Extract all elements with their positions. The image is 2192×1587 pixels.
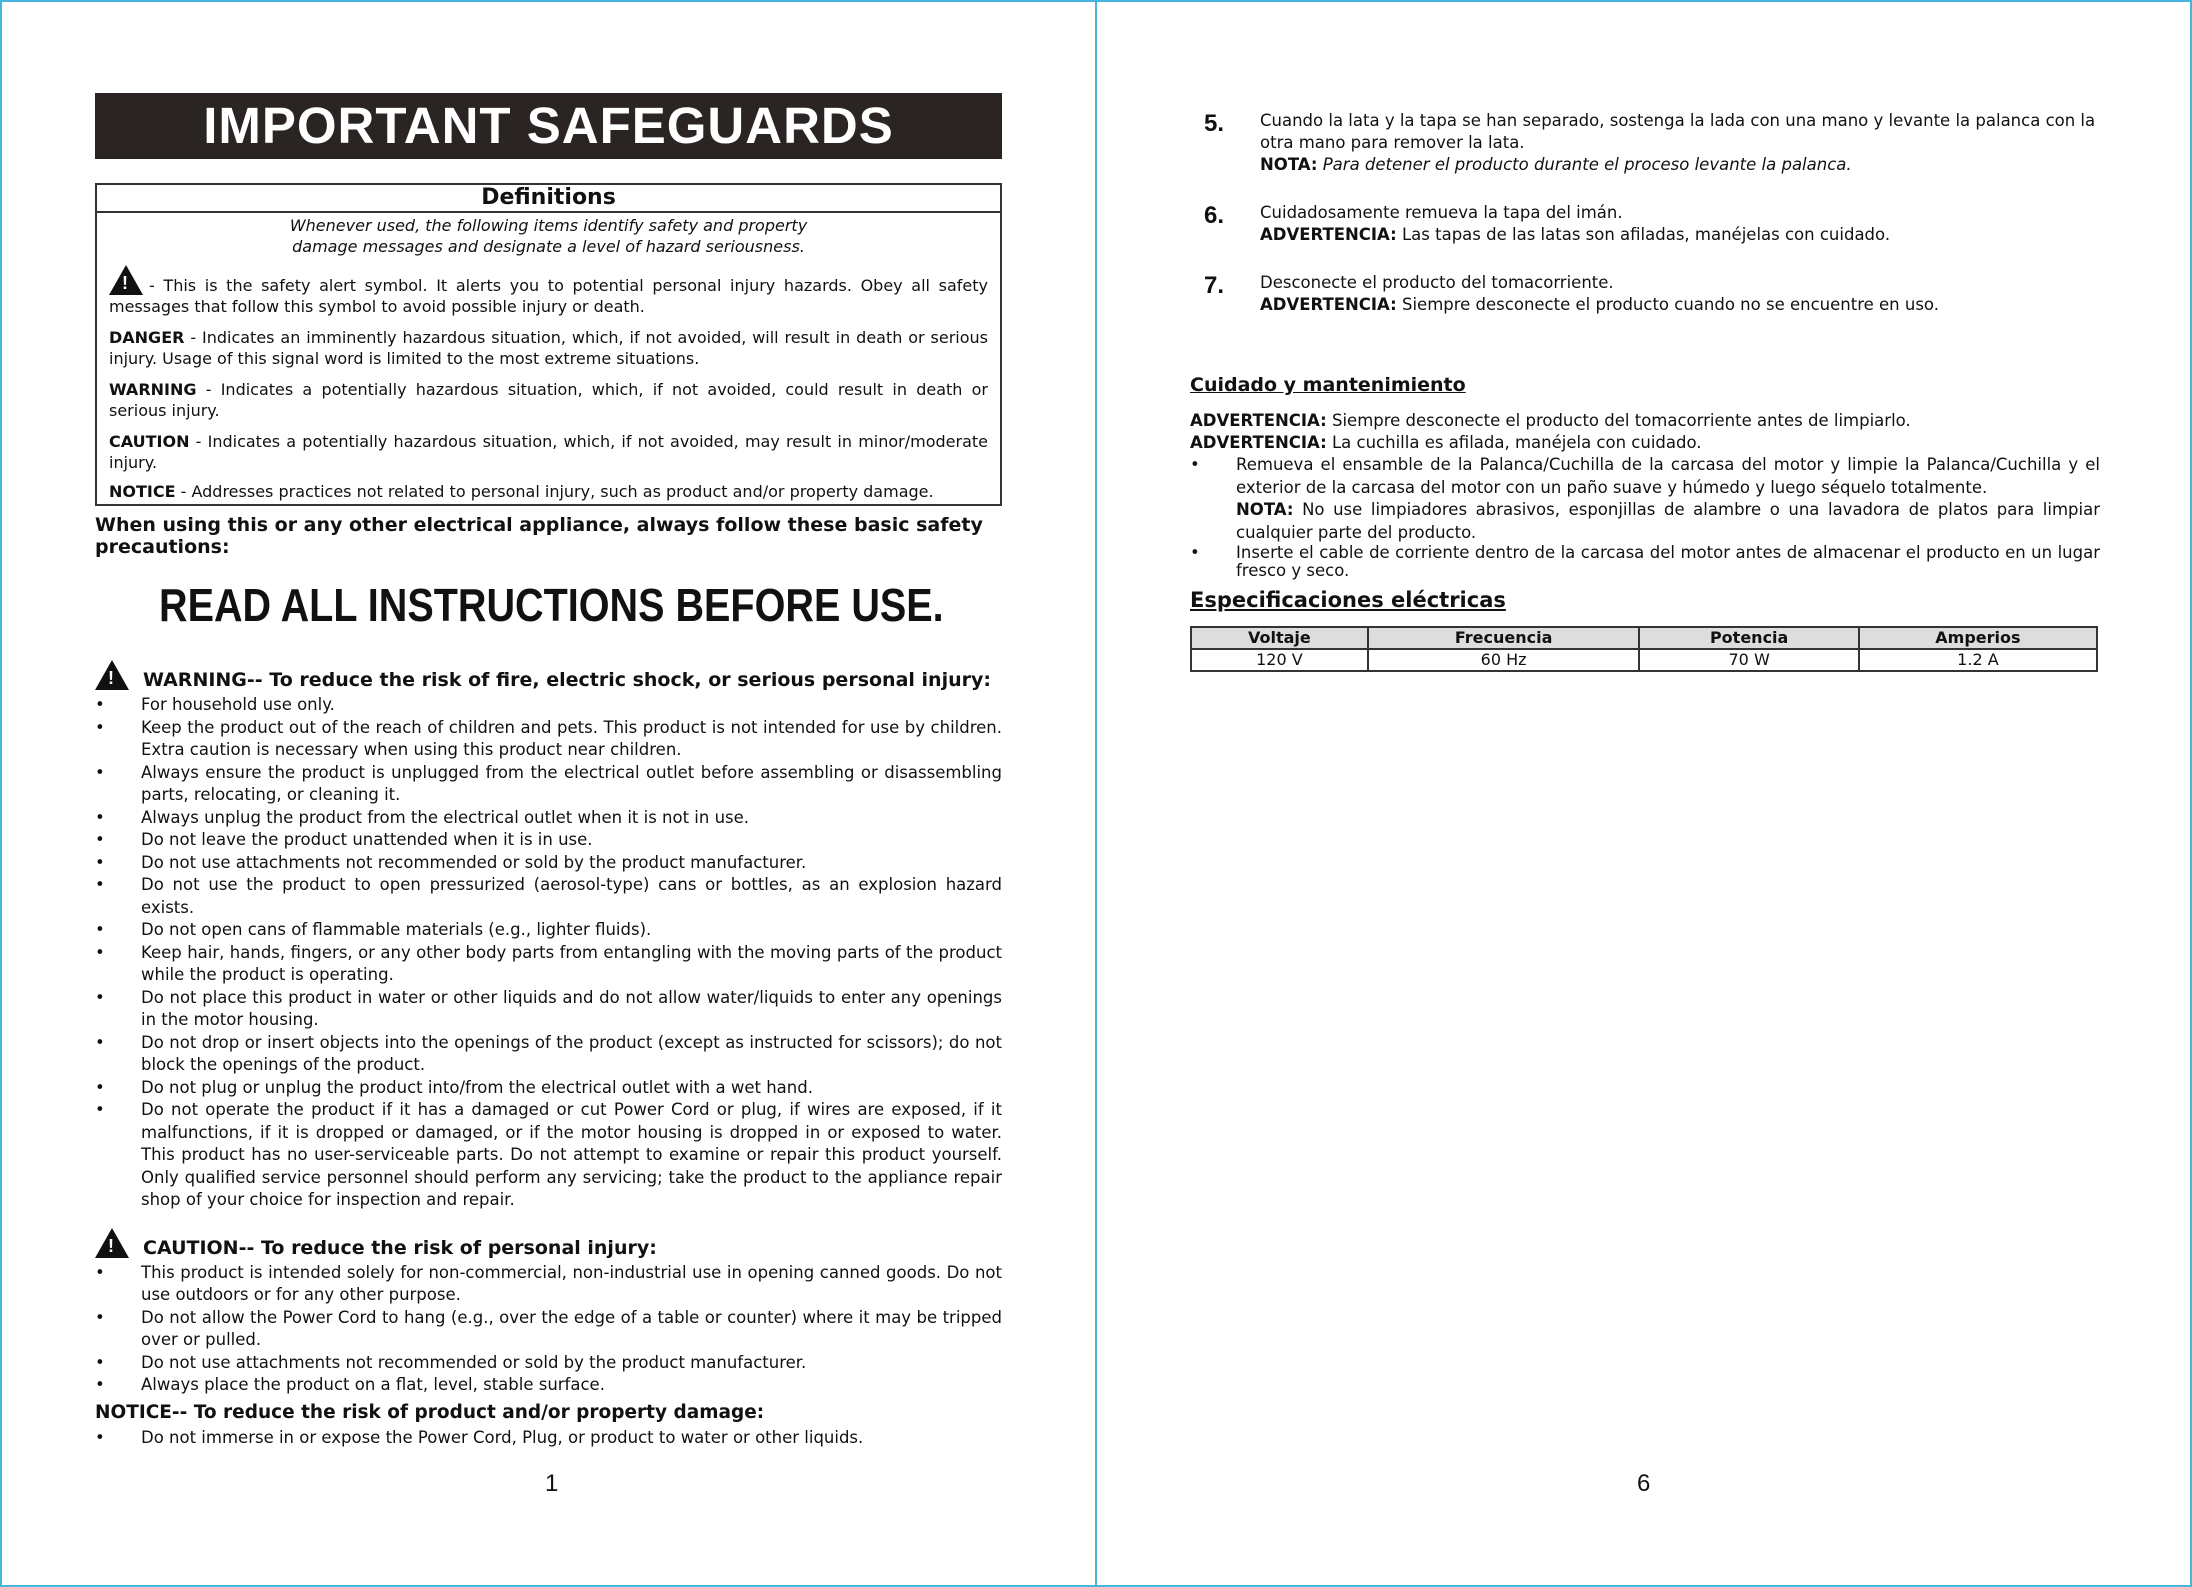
- warning-text: - Indicates a potentially hazardous situation, which, if not avoided, could result in death or serious injury.: [109, 380, 988, 420]
- step-note-text: Siempre desconecte el producto cuando no se encuentre en uso.: [1396, 295, 1939, 314]
- left-page: [95, 93, 1002, 1449]
- caution-heading: [95, 1228, 1002, 1262]
- step-5: [1190, 110, 2100, 176]
- care-item-1: [1190, 454, 2100, 544]
- warning-item: • Always ensure the product is unplugged from the electrical outlet before assembling or disassembling parts, relocating, or cleaning it.: [95, 762, 1002, 807]
- care-warning-1-label: ADVERTENCIA:: [1190, 411, 1327, 430]
- care-warning-2-label: ADVERTENCIA:: [1190, 433, 1327, 452]
- right-page: [1190, 110, 2100, 672]
- step-note-text: Para detener el producto durante el proceso levante la palanca.: [1317, 155, 1852, 174]
- notice-heading: NOTICE-- To reduce the risk of product and/or property damage:: [95, 1401, 765, 1423]
- warning-item: • Do not plug or unplug the product into/from the electrical outlet with a wet hand.: [95, 1077, 1002, 1100]
- step-text: Cuidadosamente remueva la tapa del imán.: [1260, 203, 1623, 222]
- step-7: [1190, 272, 2100, 316]
- spec-header-cell: Voltaje: [1191, 627, 1368, 649]
- care-item-1-note-label: NOTA:: [1236, 500, 1294, 519]
- definition-warning: [109, 379, 988, 421]
- step-number: 7.: [1204, 272, 1225, 299]
- notice-list: [95, 1427, 1002, 1450]
- step-body: [1260, 202, 2100, 246]
- spec-heading: Especificaciones eléctricas: [1190, 588, 1506, 612]
- care-warning-2: [1190, 432, 2100, 454]
- definition-caution: [109, 431, 988, 473]
- caution-item: • Do not allow the Power Cord to hang (e.g., over the edge of a table or counter) where it may be tripped over or pulled.: [95, 1307, 1002, 1352]
- definition-notice: [109, 481, 988, 502]
- caution-triangle-icon: [95, 1228, 129, 1258]
- step-body: [1260, 272, 2100, 316]
- warning-item: • Do not operate the product if it has a damaged or cut Power Cord or plug, if wires are exposed, if it malfunctions, if it is dropped or damaged, or if the motor housing is dropped in or exposed to water. This product has no user-serviceable parts. Do not attempt to examine or repair this product yourself. Only qualified service personnel should perform any servicing; take the product to the appliance repair shop of your choice for inspection and repair.: [95, 1099, 1002, 1212]
- step-6: [1190, 202, 2100, 246]
- warning-item: • Always unplug the product from the electrical outlet when it is not in use.: [95, 807, 1002, 830]
- warning-heading: [95, 660, 1002, 694]
- step-note: [1260, 224, 2100, 246]
- care-item-1-text: Remueva el ensamble de la Palanca/Cuchilla de la carcasa del motor y limpie la Palanca/Cuchilla y el exterior de la carcasa del motor con un paño suave y húmedo y luego séquelo totalmente.: [1236, 455, 2100, 497]
- care-list: [1190, 454, 2100, 580]
- step-note: [1260, 294, 2100, 316]
- step-number: 5.: [1204, 110, 1225, 137]
- spec-value-row: [1191, 649, 2097, 671]
- care-item-2: • Inserte el cable de corriente dentro de la carcasa del motor antes de almacenar el producto en un lugar fresco y seco.: [1190, 544, 2100, 580]
- spec-value-cell: 120 V: [1191, 649, 1368, 671]
- notice-text: - Addresses practices not related to personal injury, such as product and/or property damage.: [175, 482, 934, 501]
- step-number: 6.: [1204, 202, 1225, 229]
- read-all-instructions-text: READ ALL INSTRUCTIONS BEFORE USE.: [159, 579, 944, 631]
- spec-value-cell: 60 Hz: [1368, 649, 1640, 671]
- spec-table: [1190, 626, 2098, 672]
- definitions-box: [95, 183, 1002, 506]
- step-text: Desconecte el producto del tomacorriente.: [1260, 273, 1614, 292]
- caution-text: - Indicates a potentially hazardous situation, which, if not avoided, may result in minor/moderate injury.: [109, 432, 988, 472]
- warning-item: • Keep the product out of the reach of children and pets. This product is not intended for use by children. Extra caution is necessary when using this product near children.: [95, 717, 1002, 762]
- step-body: [1260, 110, 2100, 176]
- page-banner: IMPORTANT SAFEGUARDS: [95, 93, 1002, 159]
- warning-item: • Do not drop or insert objects into the openings of the product (except as instructed for scissors); do not block the openings of the product.: [95, 1032, 1002, 1077]
- care-warning-1-text: Siempre desconecte el producto del tomacorriente antes de limpiarlo.: [1326, 411, 1911, 430]
- spec-value-cell: 70 W: [1639, 649, 1858, 671]
- page-number-right: 6: [1637, 1470, 1651, 1497]
- step-note-label: ADVERTENCIA:: [1260, 295, 1397, 314]
- caution-item: • Always place the product on a flat, level, stable surface.: [95, 1374, 1002, 1397]
- spec-header-cell: Potencia: [1639, 627, 1858, 649]
- care-warning-1: [1190, 410, 2100, 432]
- definitions-intro-2: damage messages and designate a level of hazard seriousness.: [292, 237, 805, 256]
- basic-precautions-heading: When using this or any other electrical appliance, always follow these basic safety precautions:: [95, 514, 983, 558]
- alert-symbol-text: - This is the safety alert symbol. It alerts you to potential personal injury hazards. Obey all safety messages that follow this symbol to avoid possible injury or death.: [109, 276, 988, 316]
- definitions-intro-1: Whenever used, the following items identify safety and property: [289, 216, 808, 235]
- caution-heading-text: CAUTION-- To reduce the risk of personal injury:: [143, 1236, 657, 1259]
- warning-triangle-icon: [109, 265, 143, 295]
- danger-term: DANGER: [109, 328, 185, 347]
- caution-list: [95, 1262, 1002, 1397]
- warning-item: • Do not leave the product unattended when it is in use.: [95, 829, 1002, 852]
- step-text: Cuando la lata y la tapa se han separado, sostenga la lada con una mano y levante la palanca con la otra mano para remover la lata.: [1260, 111, 2096, 152]
- notice-item: • Do not immerse in or expose the Power Cord, Plug, or product to water or other liquids.: [95, 1427, 1002, 1450]
- steps-list: [1190, 110, 2100, 316]
- notice-term: NOTICE: [109, 482, 176, 501]
- page-divider: [1095, 0, 1097, 1587]
- warning-item: • Do not use the product to open pressurized (aerosol-type) cans or bottles, as an explosion hazard exists.: [95, 874, 1002, 919]
- step-note-text: Las tapas de las latas son afiladas, manéjelas con cuidado.: [1396, 225, 1891, 244]
- spec-header-cell: Amperios: [1859, 627, 2097, 649]
- caution-item: • Do not use attachments not recommended or sold by the product manufacturer.: [95, 1352, 1002, 1375]
- step-note-label: NOTA:: [1260, 155, 1318, 174]
- care-warning-2-text: La cuchilla es afilada, manéjela con cuidado.: [1326, 433, 1702, 452]
- warning-item: • Do not place this product in water or other liquids and do not allow water/liquids to enter any openings in the motor housing.: [95, 987, 1002, 1032]
- warning-item: • Keep hair, hands, fingers, or any other body parts from entangling with the moving parts of the product while the product is operating.: [95, 942, 1002, 987]
- warning-item: • For household use only.: [95, 694, 1002, 717]
- spec-header-row: [1191, 627, 2097, 649]
- definitions-title: Definitions: [97, 185, 1000, 213]
- caution-term: CAUTION: [109, 432, 190, 451]
- definition-danger: [109, 327, 988, 369]
- care-item-1-note-text: No use limpiadores abrasivos, esponjillas de alambre o una lavadora de platos para limpiar cualquier parte del producto.: [1236, 500, 2100, 542]
- warning-list: [95, 694, 1002, 1212]
- warning-item: • Do not open cans of flammable materials (e.g., lighter fluids).: [95, 919, 1002, 942]
- read-all-banner: [95, 568, 1002, 642]
- warning-item: • Do not use attachments not recommended or sold by the product manufacturer.: [95, 852, 1002, 875]
- definition-alert-symbol: [109, 265, 988, 317]
- page-number-left: 1: [545, 1470, 559, 1497]
- warning-heading-text: WARNING-- To reduce the risk of fire, electric shock, or serious personal injury:: [143, 669, 991, 691]
- step-note: [1260, 154, 2100, 176]
- warning-triangle-icon: [95, 660, 129, 690]
- step-note-label: ADVERTENCIA:: [1260, 225, 1397, 244]
- danger-text: - Indicates an imminently hazardous situation, which, if not avoided, will result in death or serious injury. Usage of this signal word is limited to the most extreme situations.: [109, 328, 988, 368]
- spec-header-cell: Frecuencia: [1368, 627, 1640, 649]
- caution-item: • This product is intended solely for non-commercial, non-industrial use in opening canned goods. Do not use outdoors or for any other purpose.: [95, 1262, 1002, 1307]
- spec-value-cell: 1.2 A: [1859, 649, 2097, 671]
- care-heading: Cuidado y mantenimiento: [1190, 374, 1466, 396]
- warning-term: WARNING: [109, 380, 197, 399]
